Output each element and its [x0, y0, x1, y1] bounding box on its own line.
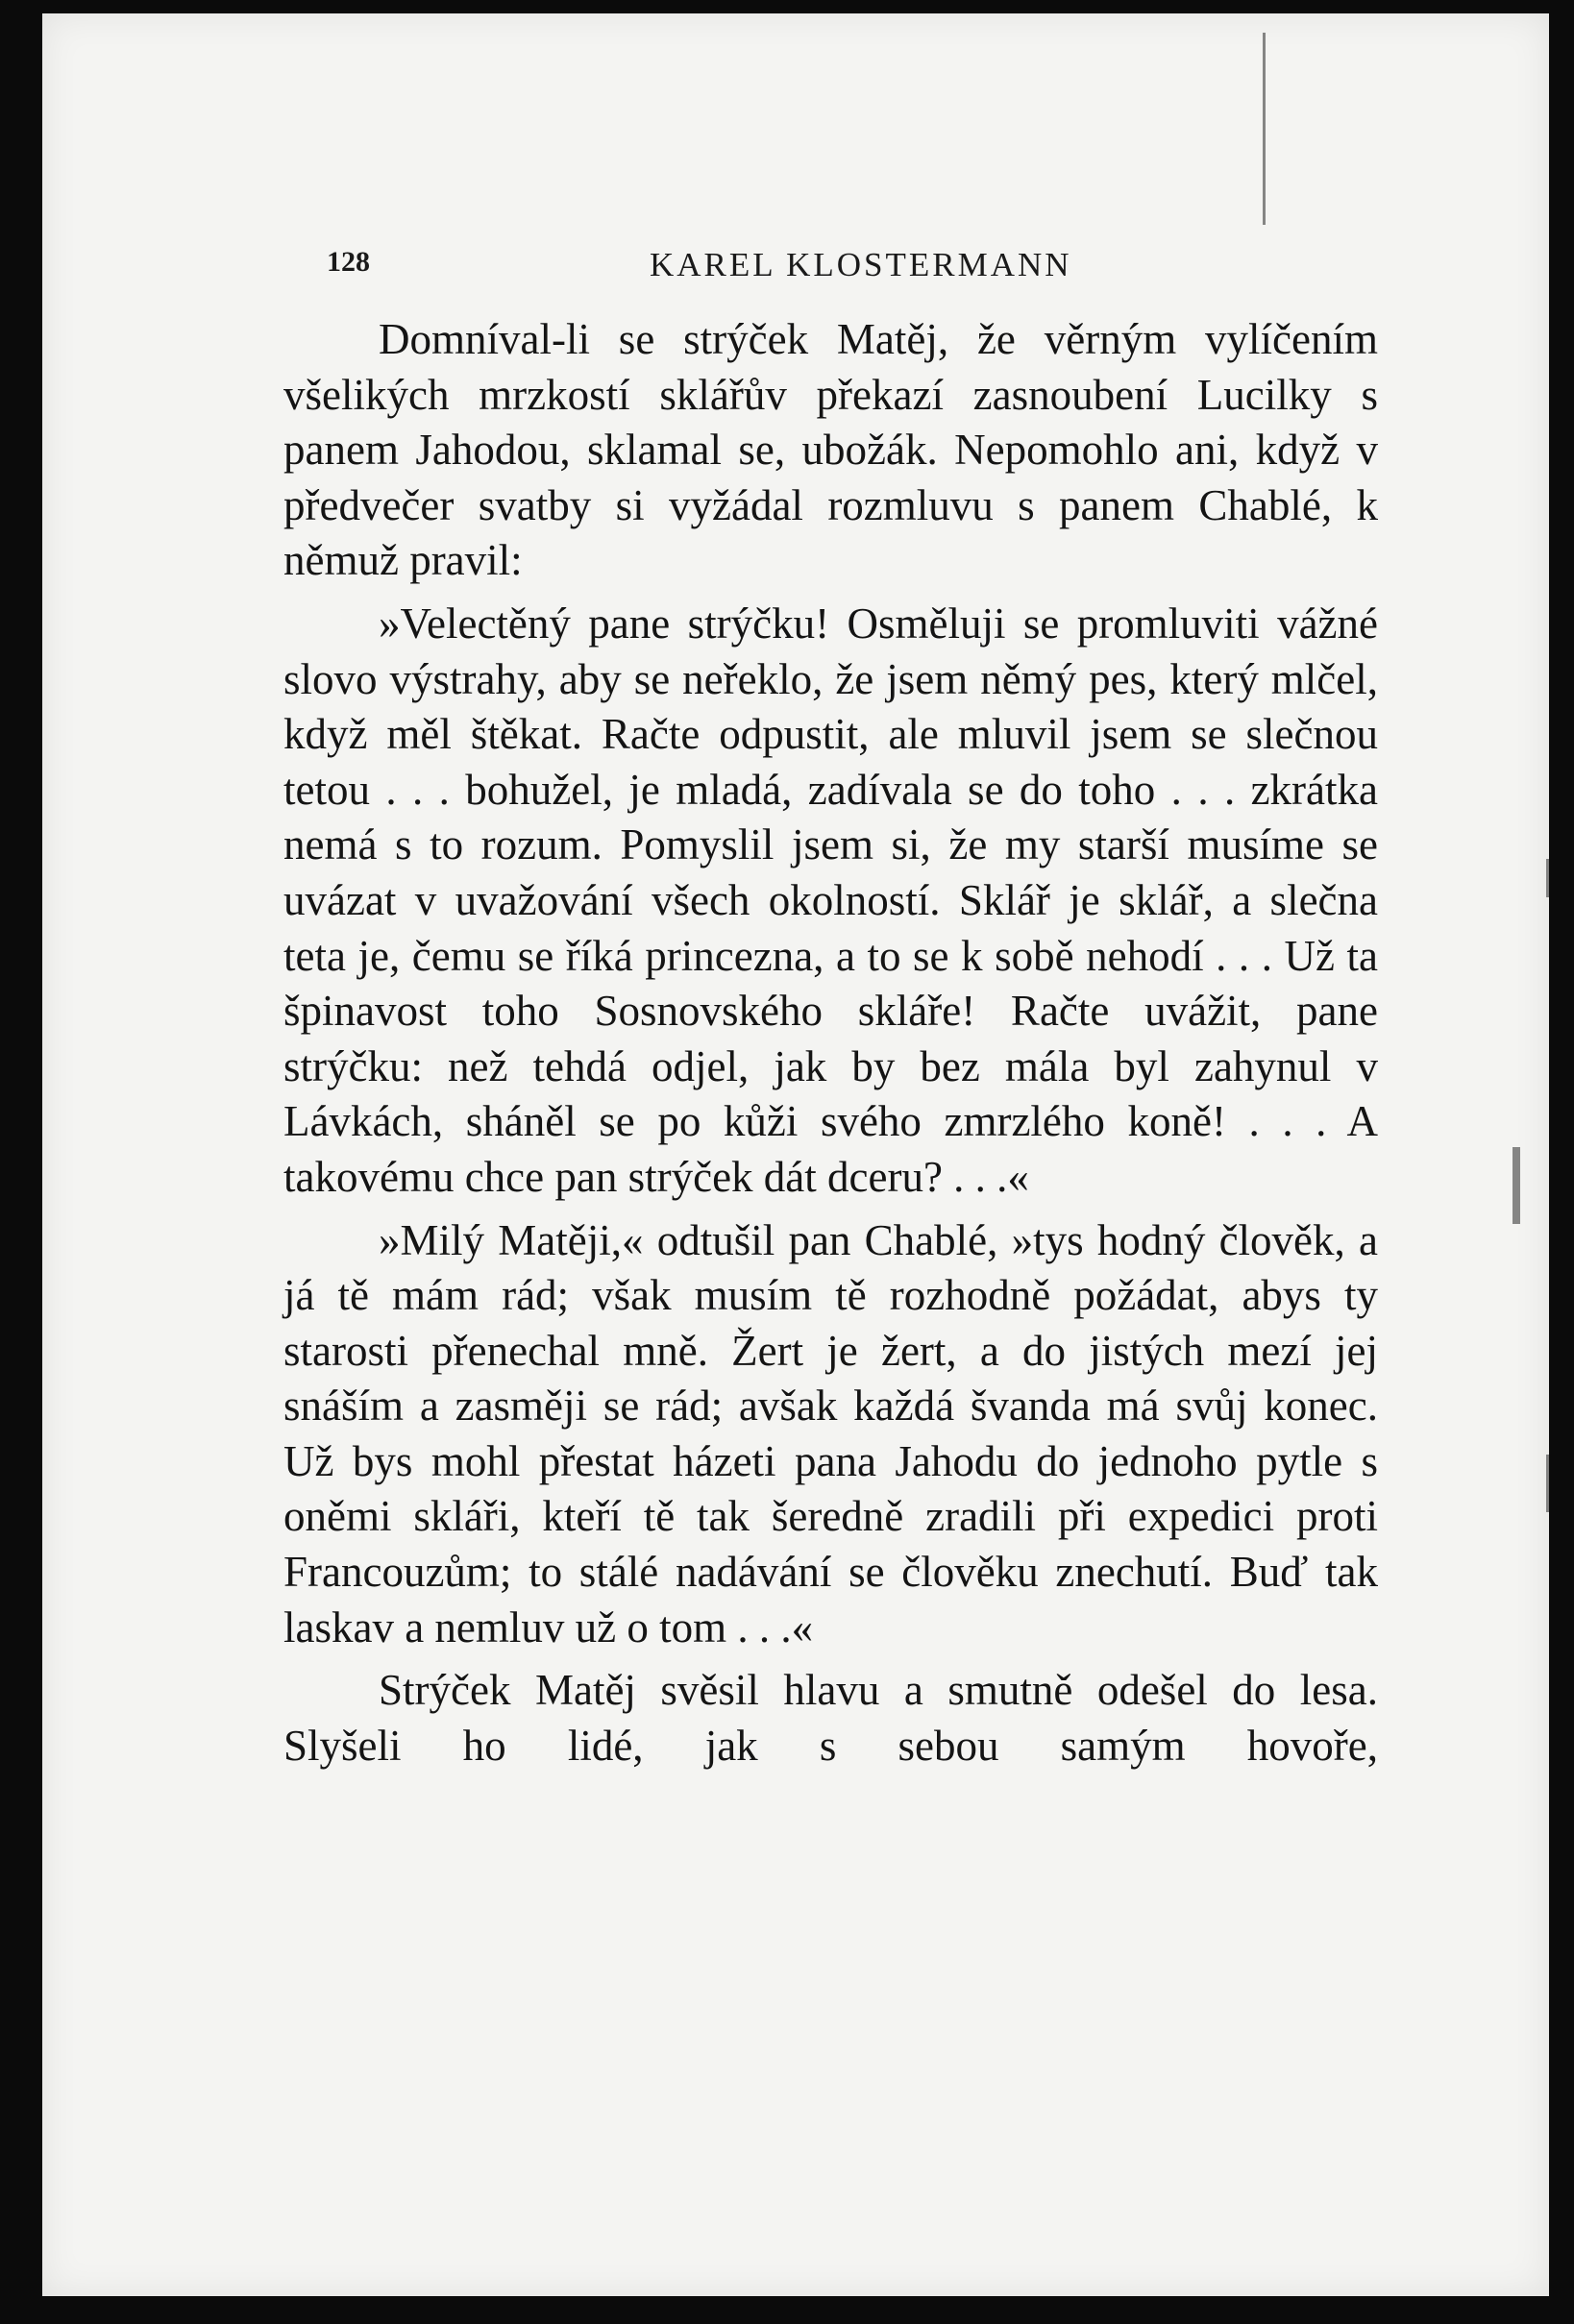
paragraph: »Milý Matěji,« odtušil pan Chablé, »tys hodný člověk, a já tě mám rád; však musím tě rozhodně požádat, abys ty starosti přenechal mně. Žert je žert, a do jistých mezí jej snáším a zasměji se rád; avšak každá švanda má svůj konec. Už bys mohl přestat házeti pana Jahodu do jednoho pytle s oněmi skláři, kteří tě tak šeredně zradili při expedici proti Francouzům; to stálé nadávání se člověku znechutí. Buď tak laskav a nemluv už o tom . . .«: [283, 1215, 1378, 1651]
paragraph: Domníval-li se strýček Matěj, že věrným vylíčením všelikých mrzkostí sklářův překazí zasnoubení Lucilky s panem Jahodou, sklamal se, ubožák. Nepomohlo ani, když v předvečer svatby si vyžádal rozmluvu s panem Chablé, k němuž pravil:: [283, 315, 1378, 585]
page-number: 128: [327, 246, 370, 278]
scan-artifact-mark: [1546, 859, 1549, 897]
paragraph: »Velectěný pane strýčku! Osměluji se promluviti vážné slovo výstrahy, aby se neřeklo, že jsem němý pes, který mlčel, když měl štěkat. Račte odpustit, ale mluvil jsem se slečnou tetou . . . bohužel, je mladá, zadívala se do toho . . . zkrátka nemá s to rozum. Pomyslil jsem si, že my starší musíme se uvázat v uvažování všech okolností. Sklář je sklář, a slečna teta je, čemu se říká princezna, a to se k sobě nehodí . . . Už ta špinavost toho Sosnovského skláře! Račte uvážit, pane strýčku: než tehdá odjel, jak by bez mála byl zahynul v Lávkách, sháněl se po kůži svého zmrzlého koně! . . . A takovému chce pan strýček dát dceru? . . .«: [283, 599, 1378, 1201]
scan-artifact-mark: [1546, 1455, 1549, 1512]
scan-artifact-mark: [1513, 1147, 1520, 1224]
paragraph: Strýček Matěj svěsil hlavu a smutně odešel do lesa. Slyšeli ho lidé, jak s sebou samým hovoře,: [283, 1666, 1378, 1770]
scan-artifact-line: [1263, 33, 1266, 225]
body-text: [283, 312, 1378, 1774]
page-header: [42, 231, 1549, 288]
running-head: KAREL KLOSTERMANN: [650, 246, 1072, 283]
